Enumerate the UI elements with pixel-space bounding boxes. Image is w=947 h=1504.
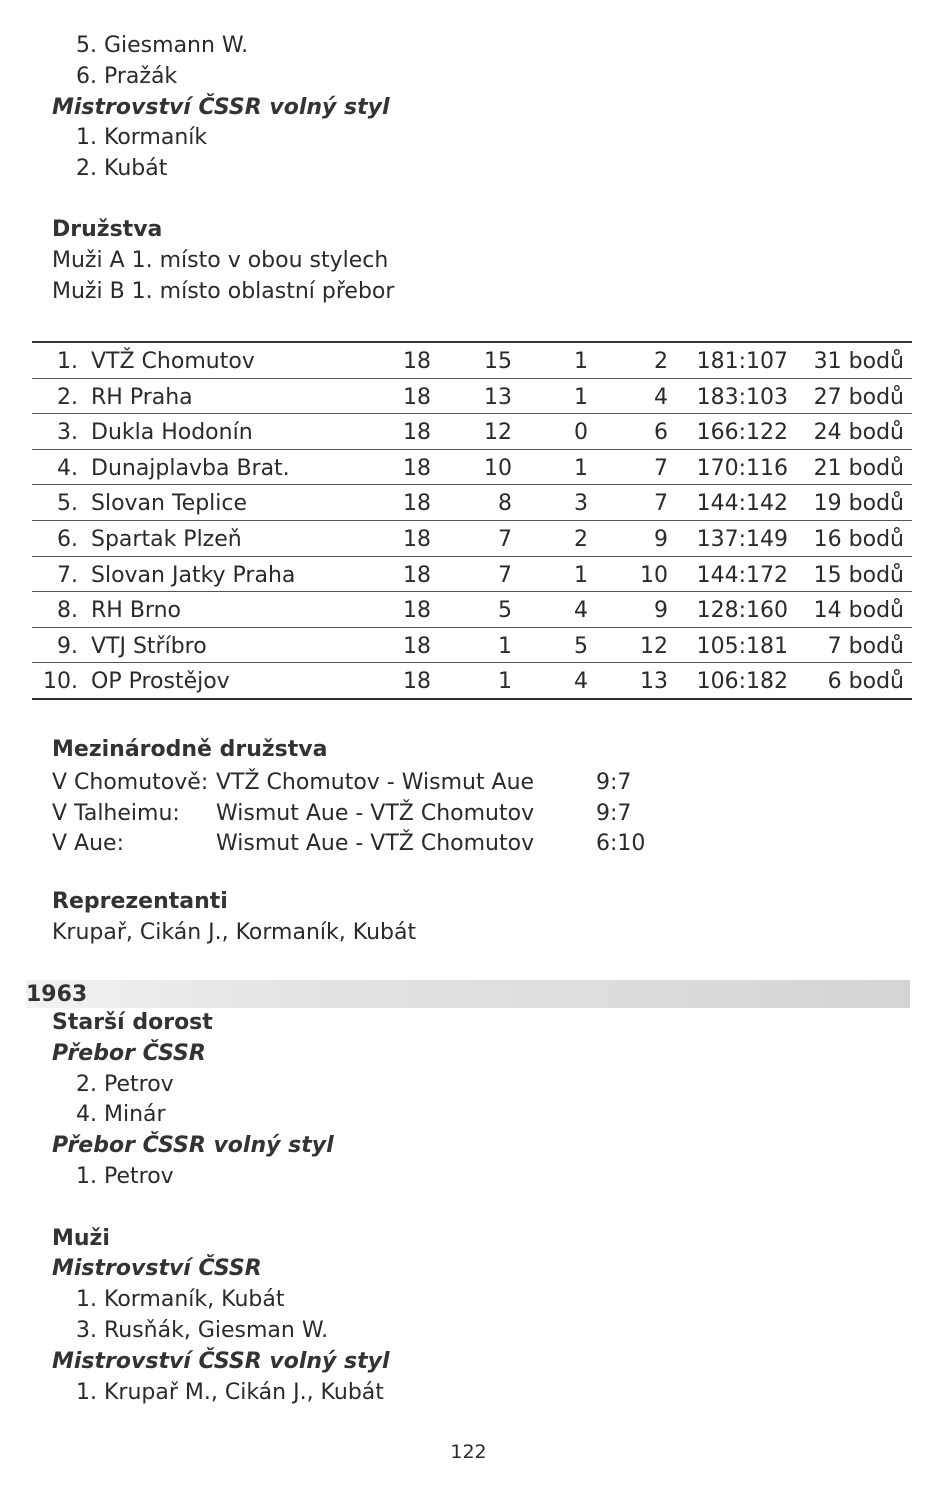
team-cell: VTJ Stříbro (91, 633, 207, 659)
international-heading-wrap (52, 735, 327, 766)
played-cell: 18 (403, 669, 431, 695)
team-cell: OP Prostějov (91, 669, 230, 695)
rank-cell: 5. (57, 491, 78, 517)
section-heading: Mistrovství ČSSR (52, 1256, 262, 1282)
result-line: 3. Rusňák, Giesman W. (76, 1317, 329, 1343)
year-heading: 1963 (26, 982, 88, 1007)
lost-cell: 12 (640, 633, 668, 659)
score-cell: 106:182 (696, 669, 788, 695)
section-heading: Starší dorost (52, 1010, 213, 1035)
drawn-cell: 1 (574, 562, 588, 588)
drawn-cell: 2 (574, 526, 588, 552)
won-cell: 12 (484, 420, 512, 446)
section-heading: Reprezentanti (52, 889, 228, 914)
table-row (32, 521, 912, 557)
score-cell: 137:149 (696, 526, 788, 552)
table-row (32, 663, 912, 700)
drawn-cell: 3 (574, 491, 588, 517)
points-cell: 31 bodů (813, 349, 904, 374)
won-cell: 13 (484, 384, 512, 410)
score-cell: 170:116 (696, 455, 788, 481)
section-heading: Mezinárodně družstva (52, 737, 328, 762)
score-cell: 105:181 (696, 633, 788, 659)
result-line: 1. Kormaník (76, 125, 208, 151)
team-cell: Spartak Plzeň (91, 526, 242, 552)
table-row (32, 557, 912, 593)
section-heading: Přebor ČSSR volný styl (52, 1133, 334, 1159)
played-cell: 18 (403, 349, 431, 374)
representatives-list: Krupař, Cikán J., Kormaník, Kubát (52, 919, 417, 945)
points-cell: 19 bodů (813, 491, 904, 517)
match-teams: Wismut Aue - VTŽ Chomutov (216, 800, 535, 826)
text-line: Muži A 1. místo v obou stylech (52, 247, 389, 273)
match-score: 6:10 (596, 831, 646, 856)
lost-cell: 13 (640, 669, 668, 695)
rank-cell: 3. (57, 420, 78, 446)
points-cell: 16 bodů (813, 526, 904, 552)
drawn-cell: 0 (574, 420, 588, 446)
rank-cell: 6. (57, 526, 78, 552)
team-cell: Slovan Jatky Praha (91, 562, 296, 588)
team-cell: Dunajplavba Brat. (91, 455, 290, 481)
won-cell: 8 (498, 491, 512, 517)
drawn-cell: 4 (574, 669, 588, 695)
lost-cell: 4 (654, 384, 668, 410)
won-cell: 10 (484, 455, 512, 481)
result-line: 4. Minár (76, 1102, 166, 1128)
rank-cell: 4. (57, 455, 78, 481)
played-cell: 18 (403, 491, 431, 517)
played-cell: 18 (403, 526, 431, 552)
spacer (52, 1193, 390, 1224)
league-table (32, 341, 912, 700)
points-cell: 24 bodů (813, 420, 904, 446)
score-cell: 144:142 (696, 491, 788, 517)
team-cell: RH Brno (91, 598, 181, 624)
team-cell: RH Praha (91, 384, 193, 410)
page-number: 122 (450, 1441, 487, 1463)
won-cell: 7 (498, 526, 512, 552)
match-place: V Aue: (52, 831, 124, 856)
table-row (32, 592, 912, 628)
won-cell: 1 (498, 669, 512, 695)
rank-cell: 7. (57, 562, 78, 588)
table-row (32, 485, 912, 521)
lost-cell: 10 (640, 562, 668, 588)
score-cell: 144:172 (696, 562, 788, 588)
result-line: 1. Kormaník, Kubát (76, 1287, 285, 1313)
table-row (32, 379, 912, 415)
result-line: 5. Giesmann W. (76, 33, 249, 58)
won-cell: 1 (498, 633, 512, 659)
rank-cell: 9. (57, 633, 78, 659)
drawn-cell: 1 (574, 349, 588, 374)
match-teams: Wismut Aue - VTŽ Chomutov (216, 831, 535, 856)
table-row (32, 450, 912, 486)
lost-cell: 9 (654, 526, 668, 552)
played-cell: 18 (403, 384, 431, 410)
lost-cell: 9 (654, 598, 668, 624)
match-teams: VTŽ Chomutov - Wismut Aue (216, 770, 535, 795)
played-cell: 18 (403, 598, 431, 624)
competition-heading: Mistrovství ČSSR volný styl (52, 94, 390, 120)
section-heading: Mistrovství ČSSR volný styl (52, 1348, 390, 1374)
team-cell: Slovan Teplice (91, 491, 248, 517)
points-cell: 7 bodů (827, 633, 904, 659)
played-cell: 18 (403, 455, 431, 481)
top-results (52, 31, 390, 185)
played-cell: 18 (403, 562, 431, 588)
lost-cell: 6 (654, 420, 668, 446)
teams-section (52, 215, 394, 307)
points-cell: 15 bodů (813, 562, 904, 588)
result-line: 1. Krupař M., Cikán J., Kubát (76, 1379, 384, 1405)
rank-cell: 2. (57, 384, 78, 410)
table-row (32, 628, 912, 664)
drawn-cell: 1 (574, 455, 588, 481)
played-cell: 18 (403, 633, 431, 659)
section-heading: Družstva (52, 217, 163, 242)
drawn-cell: 1 (574, 384, 588, 410)
lost-cell: 7 (654, 491, 668, 517)
result-line: 2. Petrov (76, 1071, 174, 1097)
score-cell: 181:107 (696, 349, 788, 374)
match-place: V Talheimu: (52, 800, 180, 826)
representatives-section (52, 887, 416, 949)
match-score: 9:7 (596, 800, 632, 826)
lost-cell: 2 (654, 349, 668, 374)
table-row (32, 343, 912, 379)
team-cell: VTŽ Chomutov (91, 349, 255, 374)
text-line: Muži B 1. místo oblastní přebor (52, 278, 395, 304)
year-banner (26, 980, 910, 1008)
result-line: 6. Pražák (76, 63, 178, 89)
won-cell: 15 (484, 349, 512, 374)
table-row (32, 414, 912, 450)
points-cell: 14 bodů (813, 598, 904, 624)
score-cell: 166:122 (696, 420, 788, 446)
rank-cell: 8. (57, 598, 78, 624)
match-place: V Chomutově: (52, 770, 209, 795)
points-cell: 6 bodů (827, 669, 904, 695)
rank-cell: 1. (57, 349, 78, 374)
drawn-cell: 4 (574, 598, 588, 624)
drawn-cell: 5 (574, 633, 588, 659)
match-score: 9:7 (596, 770, 632, 795)
points-cell: 27 bodů (813, 384, 904, 410)
year-1963-results (52, 1008, 390, 1408)
won-cell: 7 (498, 562, 512, 588)
section-heading: Přebor ČSSR (52, 1040, 206, 1066)
won-cell: 5 (498, 598, 512, 624)
score-cell: 128:160 (696, 598, 788, 624)
points-cell: 21 bodů (813, 455, 904, 481)
score-cell: 183:103 (696, 384, 788, 410)
result-line: 1. Petrov (76, 1163, 174, 1189)
section-heading: Muži (52, 1225, 110, 1251)
lost-cell: 7 (654, 455, 668, 481)
result-line: 2. Kubát (76, 156, 168, 182)
team-cell: Dukla Hodonín (91, 420, 253, 446)
rank-cell: 10. (43, 669, 78, 695)
played-cell: 18 (403, 420, 431, 446)
